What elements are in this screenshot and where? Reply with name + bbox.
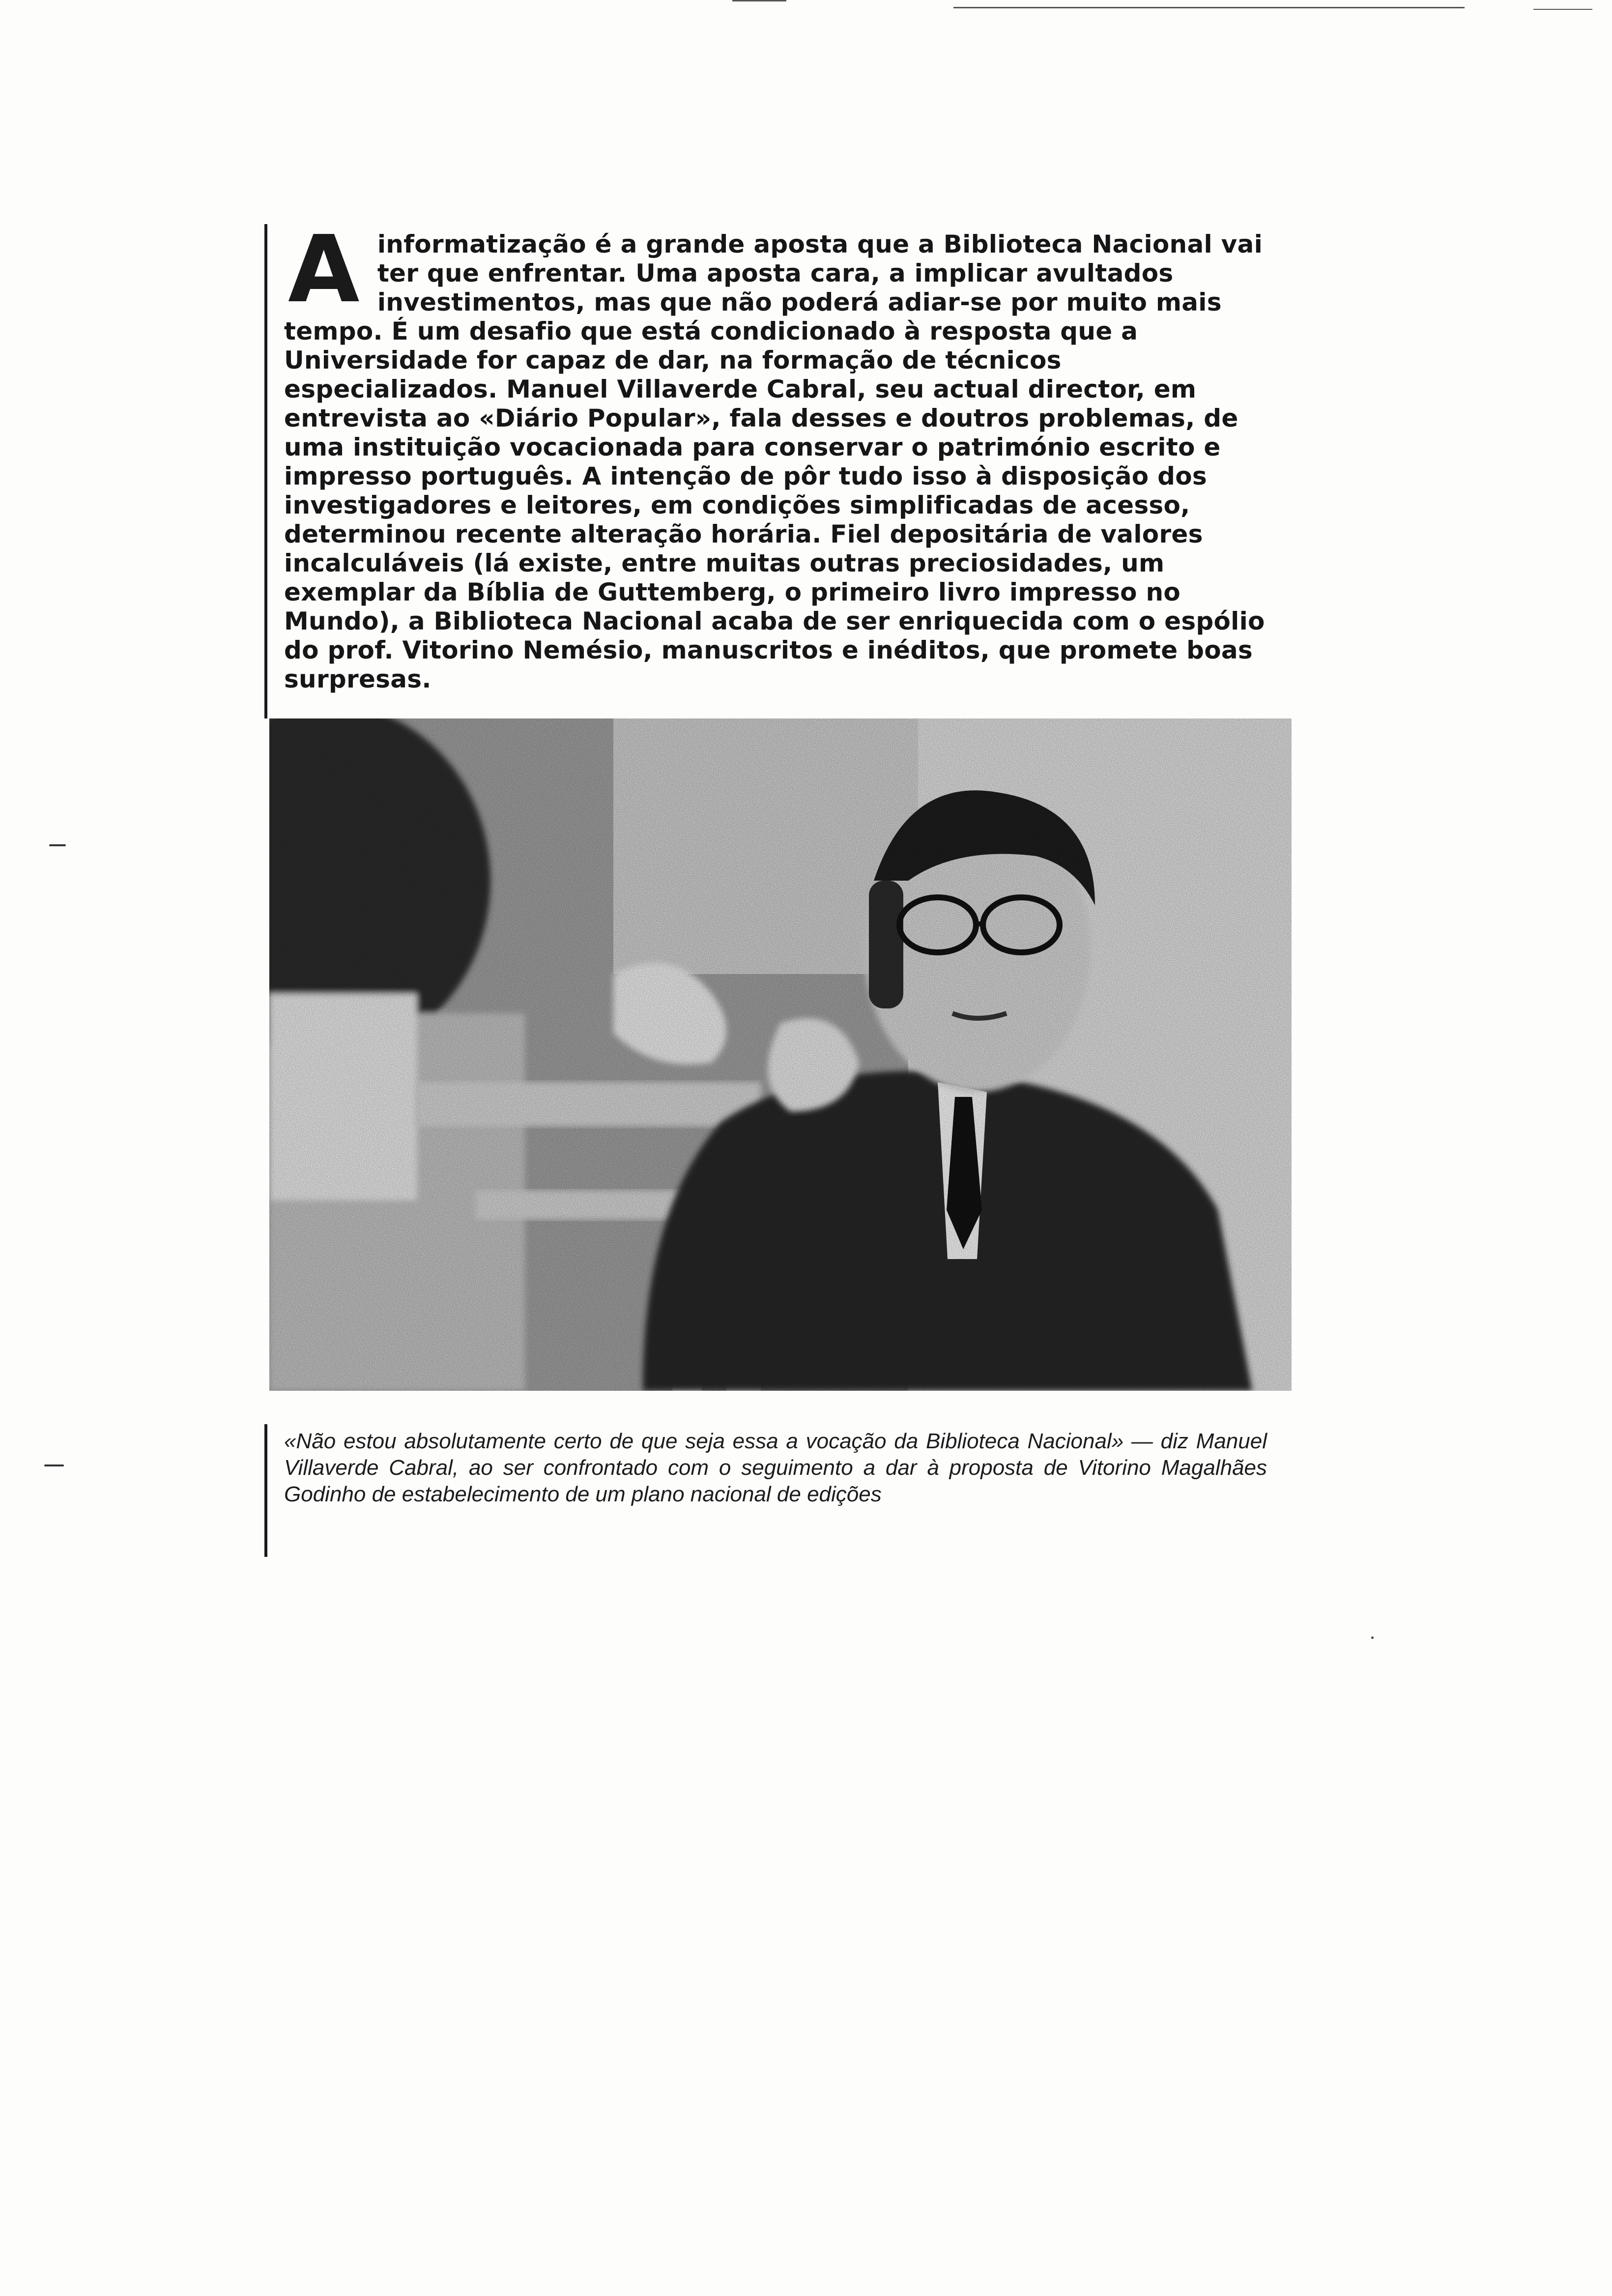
scan-artifact-dash [49, 844, 66, 846]
photo-caption: «Não estou absolutamente certo de que seja essa a vocação da Biblioteca Nacional» — diz Manuel Villaverde Cabral, ao ser confrontado com o seguimento a dar à proposta de Vitorino Magalhães Godinho de estabelecimento de um plano nacional de edições [284, 1429, 1267, 1506]
scan-artifact-line [953, 7, 1465, 8]
lead-text: informatização é a grande aposta que a Biblioteca Nacional vai ter que enfrentar. Uma aposta cara, a implicar avultados investimentos, mas que não poderá adiar-se por muito mais tempo. É um desafio que está condicionado à resposta que a Universidade for capaz de dar, na formação de técnicos especializados. Manuel Villaverde Cabral, seu actual director, em entrevista ao «Diário Popular», fala desses e doutros problemas, de uma instituição vocacionada para conservar o património escrito e impresso português. A intenção de pôr tudo isso à disposição dos investigadores e leitores, em condições simplificadas de acesso, determinou recente alteração horária. Fiel depositária de valores incalculáveis (lá existe, entre muitas outras preciosidades, um exemplar da Bíblia de Guttemberg, o primeiro livro impresso no Mundo), a Biblioteca Nacional acaba de ser enriquecida com o espólio do prof. Vitorino Nemésio, manuscritos e inéditos, que promete boas surpresas. [284, 230, 1265, 693]
scan-artifact-dash [44, 1464, 64, 1466]
scan-artifact-line [732, 0, 786, 1]
scan-artifact-dot [1371, 1636, 1374, 1639]
scan-artifact-line [1533, 9, 1592, 10]
drop-cap: A [288, 216, 360, 323]
column-rule [264, 224, 267, 718]
column-rule [264, 1424, 267, 1557]
interview-photo [269, 718, 1292, 1391]
lead-paragraph [284, 216, 1282, 694]
